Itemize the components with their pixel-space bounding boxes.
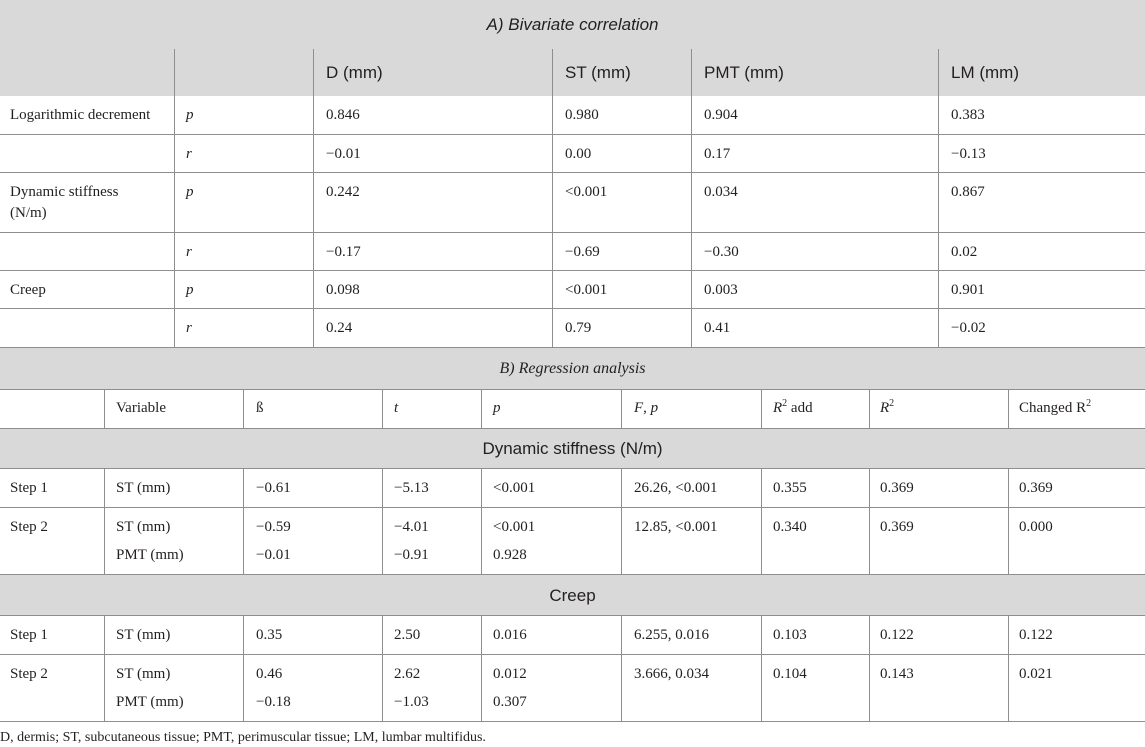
table-row (0, 308, 1145, 347)
stat-label: p (186, 282, 194, 298)
header-d: D (mm) (326, 63, 383, 82)
group-title-dynamic-stiffness: Dynamic stiffness (N/m) (482, 439, 663, 458)
cell-value: −0.02 (951, 320, 986, 336)
stat-label: p (186, 107, 194, 123)
cell-value: 0.904 (704, 107, 738, 123)
row-label: Creep (10, 282, 46, 298)
changed-r2-value: 0.369 (1019, 480, 1053, 496)
header-lm: LM (mm) (951, 63, 1019, 82)
p-value: 0.928 (493, 547, 527, 563)
cell-value: 0.41 (704, 320, 731, 336)
cell-value: 0.003 (704, 282, 738, 298)
variable-name: ST (mm) (116, 519, 171, 535)
header-r2: $R^2$ (880, 398, 895, 416)
f-p-value: 6.255, 0.016 (634, 627, 709, 643)
cell-value: −0.01 (326, 146, 361, 162)
beta-value: 0.46 (256, 666, 283, 682)
cell-value: 0.00 (565, 146, 592, 162)
r2-add-value: 0.340 (773, 519, 807, 535)
header-f-p: F, p (634, 400, 659, 416)
f-p-value: 12.85, <0.001 (634, 519, 718, 535)
cell-value: 0.242 (326, 184, 360, 200)
footnote: D, dermis; ST, subcutaneous tissue; PMT, perimuscular tissue; LM, lumbar multifidus. (0, 730, 486, 745)
r2-value: 0.122 (880, 627, 914, 643)
stat-label: p (186, 184, 194, 200)
table-row (0, 232, 1145, 270)
header-beta: ß (256, 400, 264, 416)
table-row (0, 172, 1145, 232)
variable-name: PMT (mm) (116, 694, 184, 710)
table-row (0, 654, 1145, 721)
cell-value: 0.846 (326, 107, 360, 123)
row-label: Logarithmic decrement (10, 107, 151, 123)
cell-value: 0.901 (951, 282, 985, 298)
header-variable: Variable (116, 400, 166, 416)
row-label: Dynamic stiffness (10, 184, 119, 200)
r2-value: 0.143 (880, 666, 914, 682)
t-value: −1.03 (394, 694, 429, 710)
section-a-title-row (0, 0, 1145, 49)
table-row (0, 469, 1145, 507)
table-row (0, 96, 1145, 134)
header-p: p (493, 400, 501, 416)
t-value: −5.13 (394, 480, 429, 496)
beta-value: −0.01 (256, 547, 291, 563)
step-label: Step 1 (10, 480, 48, 496)
r2-value: 0.369 (880, 519, 914, 535)
variable-name: ST (mm) (116, 627, 171, 643)
section-a-title: A) Bivariate correlation (486, 15, 659, 34)
step-label: Step 1 (10, 627, 48, 643)
p-value: 0.016 (493, 627, 527, 643)
cell-value: −0.13 (951, 146, 986, 162)
variable-name: ST (mm) (116, 666, 171, 682)
row-label-unit: (N/m) (10, 205, 47, 221)
beta-value: −0.18 (256, 694, 291, 710)
variable-name: ST (mm) (116, 480, 171, 496)
f-p-value: 26.26, <0.001 (634, 480, 718, 496)
cell-value: 0.02 (951, 244, 978, 260)
t-value: −0.91 (394, 547, 429, 563)
p-value: 0.012 (493, 666, 527, 682)
p-value: <0.001 (493, 480, 536, 496)
cell-value: 0.034 (704, 184, 738, 200)
cell-value: −0.69 (565, 244, 600, 260)
beta-value: −0.59 (256, 519, 291, 535)
cell-value: 0.980 (565, 107, 599, 123)
cell-value: 0.24 (326, 320, 353, 336)
t-value: −4.01 (394, 519, 429, 535)
t-value: 2.62 (394, 666, 421, 682)
t-value: 2.50 (394, 627, 421, 643)
table-row (0, 134, 1145, 172)
table-row (0, 616, 1145, 654)
table-row (0, 507, 1145, 574)
r2-add-value: 0.355 (773, 480, 807, 496)
changed-r2-value: 0.122 (1019, 627, 1053, 643)
beta-value: 0.35 (256, 627, 283, 643)
table-row (0, 270, 1145, 308)
section-b-title: B) Regression analysis (499, 360, 646, 377)
group-title-row (0, 574, 1145, 616)
cell-value: −0.17 (326, 244, 361, 260)
stat-label: r (186, 320, 192, 336)
p-value: 0.307 (493, 694, 527, 710)
header-t: t (394, 400, 399, 416)
section-a-header-row (0, 49, 1145, 96)
f-p-value: 3.666, 0.034 (634, 666, 709, 682)
cell-value: 0.17 (704, 146, 731, 162)
stat-label: r (186, 146, 192, 162)
cell-value: <0.001 (565, 282, 608, 298)
r2-value: 0.369 (880, 480, 914, 496)
cell-value: 0.383 (951, 107, 985, 123)
changed-r2-value: 0.000 (1019, 519, 1053, 535)
beta-value: −0.61 (256, 480, 291, 496)
cell-value: 0.867 (951, 184, 985, 200)
r2-add-value: 0.103 (773, 627, 807, 643)
section-b-title-row (0, 347, 1145, 389)
header-r2-add: $R^2$ add (773, 398, 813, 416)
r2-add-value: 0.104 (773, 666, 807, 682)
header-pmt: PMT (mm) (704, 63, 784, 82)
p-value: <0.001 (493, 519, 536, 535)
cell-value: 0.098 (326, 282, 360, 298)
group-title-row (0, 428, 1145, 469)
stat-label: r (186, 244, 192, 260)
cell-value: <0.001 (565, 184, 608, 200)
variable-name: PMT (mm) (116, 547, 184, 563)
step-label: Step 2 (10, 519, 48, 535)
step-label: Step 2 (10, 666, 48, 682)
cell-value: 0.79 (565, 320, 592, 336)
section-b-header-row (0, 389, 1145, 428)
header-changed-r2: Changed $R^2$ (1019, 398, 1092, 416)
group-title-creep: Creep (549, 586, 596, 605)
header-st: ST (mm) (565, 63, 631, 82)
changed-r2-value: 0.021 (1019, 666, 1053, 682)
cell-value: −0.30 (704, 244, 739, 260)
